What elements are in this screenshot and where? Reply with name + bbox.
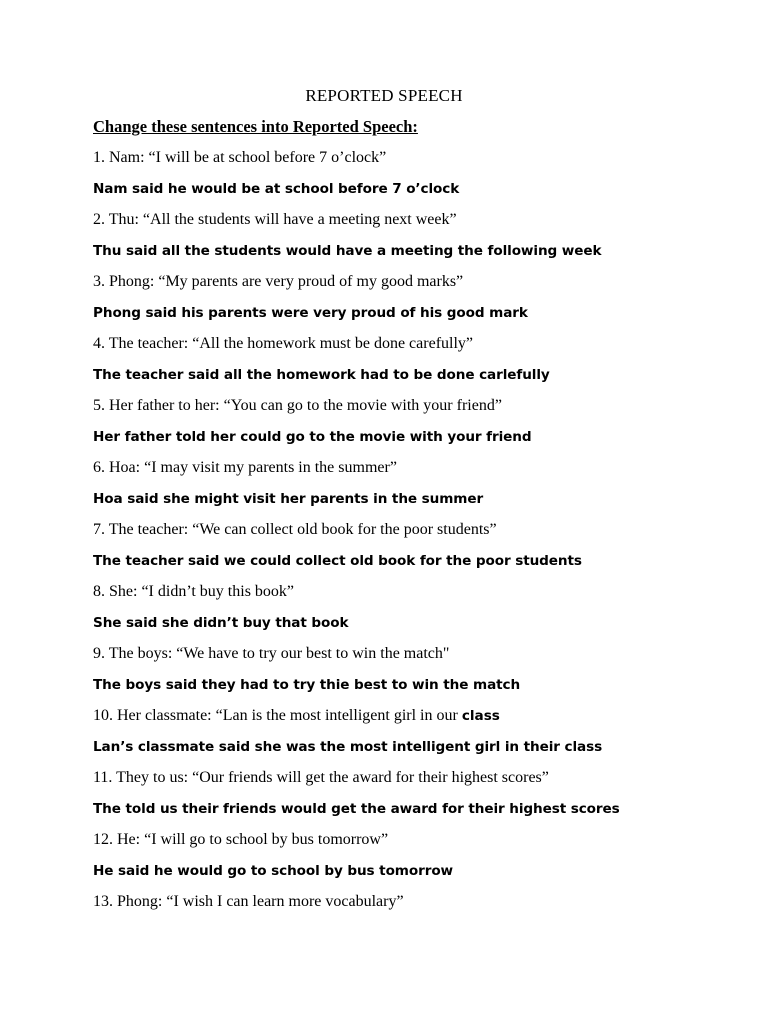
answer-1: Nam said he would be at school before 7 o’clock — [93, 181, 460, 197]
answer-4: The teacher said all the homework had to be done carlefully — [93, 367, 550, 383]
answer-12: He said he would go to school by bus tomorrow — [93, 863, 454, 879]
question-5: 5. Her father to her: “You can go to the movie with your friend” — [93, 397, 502, 414]
question-10-text: 10. Her classmate: “Lan is the most intelligent girl in our — [93, 707, 458, 724]
question-8: 8. She: “I didn’t buy this book” — [93, 583, 295, 600]
answer-11: The told us their friends would get the award for their highest scores — [93, 801, 620, 817]
answer-10: Lan’s classmate said she was the most intelligent girl in their class — [93, 739, 603, 755]
question-12: 12. He: “I will go to school by bus tomorrow” — [93, 831, 389, 848]
answer-7: The teacher said we could collect old book for the poor students — [93, 553, 582, 569]
answer-5: Her father told her could go to the movie with your friend — [93, 429, 532, 445]
question-7: 7. The teacher: “We can collect old book for the poor students” — [93, 521, 497, 538]
exercise-list — [93, 146, 753, 921]
page-title: REPORTED SPEECH — [305, 86, 463, 105]
question-11: 11. They to us: “Our friends will get the award for their highest scores” — [93, 769, 549, 786]
question-10-tail: class — [461, 708, 500, 724]
question-9: 9. The boys: “We have to try our best to win the match" — [93, 645, 450, 662]
question-10 — [93, 704, 753, 735]
answer-9: The boys said they had to try thie best to win the match — [93, 677, 521, 693]
instruction-heading: Change these sentences into Reported Speech: — [93, 117, 418, 136]
answer-6: Hoa said she might visit her parents in the summer — [93, 491, 484, 507]
answer-8: She said she didn’t buy that book — [93, 615, 349, 631]
question-6: 6. Hoa: “I may visit my parents in the summer” — [93, 459, 397, 476]
question-13: 13. Phong: “I wish I can learn more vocabulary” — [93, 893, 404, 910]
question-4: 4. The teacher: “All the homework must be done carefully” — [93, 335, 474, 352]
question-3: 3. Phong: “My parents are very proud of my good marks” — [93, 273, 464, 290]
question-2: 2. Thu: “All the students will have a meeting next week” — [93, 211, 457, 228]
answer-3: Phong said his parents were very proud of his good mark — [93, 305, 528, 321]
question-1: 1. Nam: “I will be at school before 7 o’clock” — [93, 149, 387, 166]
answer-2: Thu said all the students would have a meeting the following week — [93, 243, 602, 259]
